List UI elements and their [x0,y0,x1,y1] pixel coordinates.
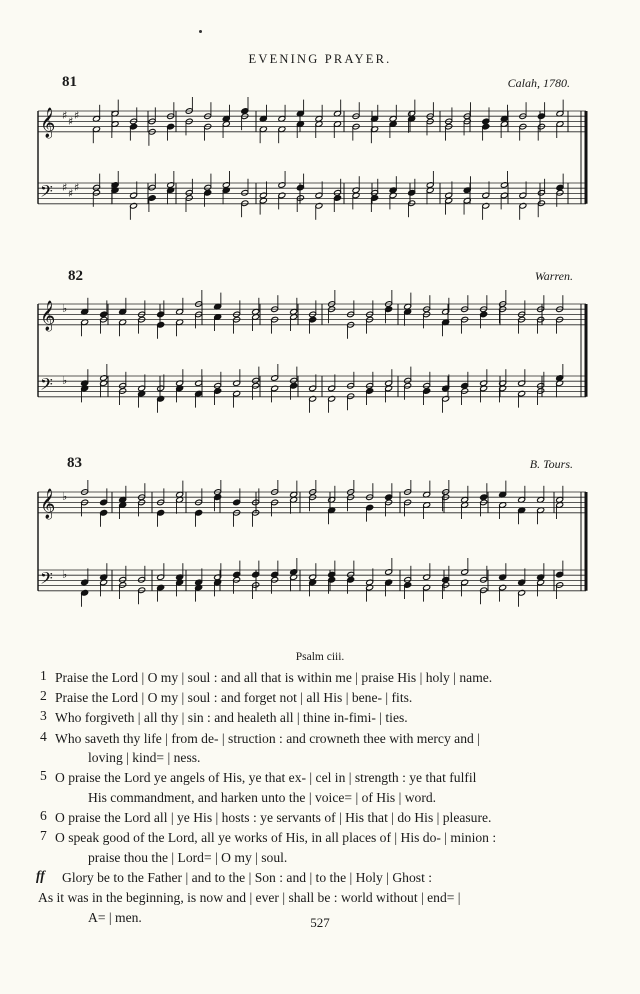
gloria-line: As it was in the beginning, is now and | ever | shall be : world without | end= | [38,890,461,905]
flat-icon: ♭ [62,374,68,387]
flat-icon: ♭ [62,490,68,503]
tune-name-82: Warren. [534,269,573,283]
treble-clef-icon: 𝄞 [40,301,56,331]
flat-icon: ♭ [62,302,68,315]
verse-line: Who forgiveth | all thy | sin : and healeth all | thine in-fimi- | ties. [55,710,408,725]
running-title: EVENING PRAYER. [248,52,392,66]
verse-line: O praise the Lord ye angels of His, ye that ex- | cel in | strength : ye that fulfil [55,770,477,785]
tune-name-83: B. Tours. [529,457,573,471]
treble-clef-icon: 𝄞 [40,489,56,519]
verse-number: 3 [40,708,47,723]
verse-line: O praise the Lord all | ye His | hosts : ye servants of | His that | do His | pleasure. [55,810,492,825]
verse-line-continued: His commandment, and harken unto the | voice= | of His | word. [88,790,437,805]
bass-clef-icon: 𝄢 [40,374,53,398]
page-number: 527 [310,915,330,930]
music-score-81 [0,95,640,225]
sharp-icon: ♯ [68,187,74,200]
printer-dot [199,30,202,33]
bass-clef-icon: 𝄢 [40,181,53,205]
verse-number: 4 [40,729,47,744]
hymn-number-82: 82 [68,268,83,284]
music-score-83 [0,480,640,610]
verse-line-continued: praise thou the | Lord= | O my | soul. [88,850,288,865]
verse-number: 1 [40,668,47,683]
hymn-number-81: 81 [62,74,77,90]
music-score-82 [0,290,640,420]
verse-line: Who saveth thy life | from de- | struction : and crowneth thee with mercy and | [55,731,480,746]
sharp-icon: ♯ [74,109,80,122]
verse-number: 5 [40,768,47,783]
sharp-icon: ♯ [68,115,74,128]
sharp-icon: ♯ [62,109,68,122]
psalm-title: Psalm ciii. [295,651,345,663]
hymn-number-83: 83 [67,455,82,471]
flat-icon: ♭ [62,568,68,581]
sharp-icon: ♯ [62,181,68,194]
verse-line: Praise the Lord | O my | soul : and forget not | all His | bene- | fits. [55,690,413,705]
verse-line-continued: loving | kind= | ness. [88,750,201,765]
gloria-line-continued: A= | men. [88,910,142,925]
treble-clef-icon: 𝄞 [40,108,56,138]
verse-number: 2 [40,688,47,703]
sharp-icon: ♯ [74,181,80,194]
verse-number: 7 [40,828,47,843]
verse-line: Glory be to the Father | and to the | Son : and | to the | Holy | Ghost : [62,870,433,885]
verse-line: O speak good of the Lord, all ye works of His, in all places of | His do- | minion : [55,830,497,845]
verse-number: 6 [40,808,47,823]
bass-clef-icon: 𝄢 [40,568,53,592]
tune-name-81: Calah, 1780. [507,76,570,90]
verse-line: Praise the Lord | O my | soul : and all that is within me | praise His | holy | name. [55,670,493,685]
fortissimo-mark: ff [36,868,45,883]
